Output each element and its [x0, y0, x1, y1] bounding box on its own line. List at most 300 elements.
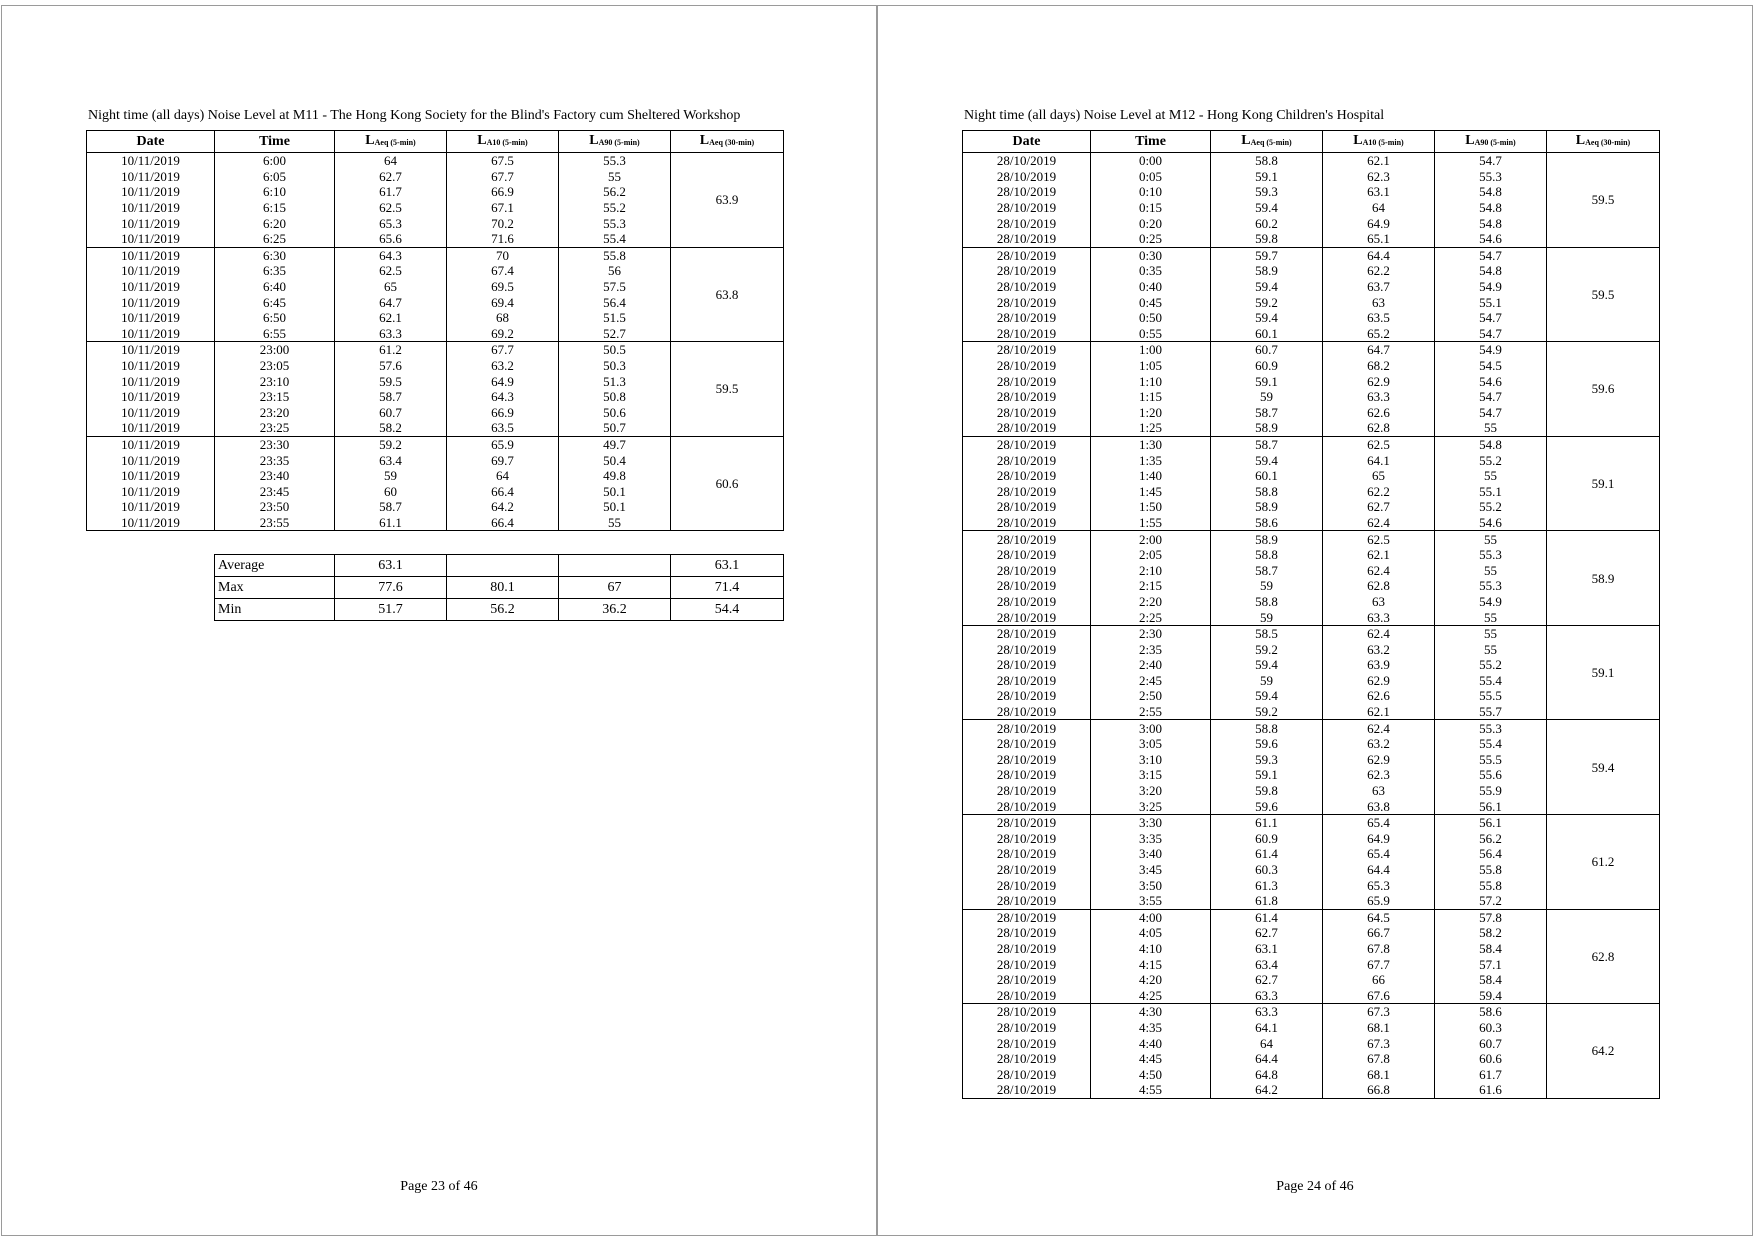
date-cell: 28/10/2019 — [963, 326, 1091, 342]
time-cell: 2:00 — [1091, 531, 1211, 547]
laeq-5min-cell: 58.7 — [1211, 562, 1323, 578]
header-subscript: A90 (5-min) — [598, 138, 640, 147]
date-cell: 10/11/2019 — [87, 263, 215, 279]
la10-5min-cell: 66.8 — [1323, 1082, 1435, 1098]
time-cell: 2:05 — [1091, 547, 1211, 563]
date-cell: 28/10/2019 — [963, 358, 1091, 374]
la90-5min-cell: 56.4 — [1435, 846, 1547, 862]
laeq-5min-cell: 59.2 — [1211, 704, 1323, 720]
la90-5min-cell: 54.7 — [1435, 389, 1547, 405]
laeq-5min-cell: 61.8 — [1211, 893, 1323, 909]
time-cell: 1:05 — [1091, 358, 1211, 374]
time-cell: 1:00 — [1091, 342, 1211, 358]
summary-value: 63.1 — [671, 555, 784, 577]
la10-5min-cell: 65 — [1323, 468, 1435, 484]
laeq-5min-cell: 58.9 — [1211, 420, 1323, 436]
laeq-5min-cell: 59 — [335, 468, 447, 484]
la90-5min-cell: 55.2 — [1435, 499, 1547, 515]
date-cell: 28/10/2019 — [963, 1035, 1091, 1051]
time-cell: 3:00 — [1091, 720, 1211, 736]
la90-5min-cell: 58.6 — [1435, 1004, 1547, 1020]
la10-5min-cell: 63.5 — [447, 420, 559, 436]
laeq-5min-cell: 59.4 — [1211, 200, 1323, 216]
time-cell: 3:20 — [1091, 783, 1211, 799]
la10-5min-cell: 62.5 — [1323, 531, 1435, 547]
time-cell: 23:30 — [215, 436, 335, 452]
table-row — [963, 153, 1660, 169]
la90-5min-cell: 50.3 — [559, 358, 671, 374]
laeq-5min-cell: 59.4 — [1211, 688, 1323, 704]
time-cell: 4:25 — [1091, 987, 1211, 1003]
laeq-5min-cell: 65 — [335, 279, 447, 295]
la10-5min-cell: 66 — [1323, 972, 1435, 988]
la10-5min-cell: 62.6 — [1323, 688, 1435, 704]
date-cell: 28/10/2019 — [963, 1004, 1091, 1020]
header-label: L — [589, 133, 599, 148]
laeq-5min-cell: 61.1 — [335, 515, 447, 531]
date-cell: 28/10/2019 — [963, 720, 1091, 736]
time-cell: 3:05 — [1091, 736, 1211, 752]
date-cell: 10/11/2019 — [87, 184, 215, 200]
la10-5min-cell: 64.9 — [1323, 215, 1435, 231]
date-cell: 28/10/2019 — [963, 736, 1091, 752]
la90-5min-cell: 54.9 — [1435, 594, 1547, 610]
laeq-5min-cell: 58.7 — [335, 499, 447, 515]
report-page-left — [1, 5, 877, 1236]
la10-5min-cell: 62.8 — [1323, 578, 1435, 594]
date-cell: 28/10/2019 — [963, 641, 1091, 657]
laeq-5min-cell: 58.7 — [1211, 436, 1323, 452]
time-cell: 3:55 — [1091, 893, 1211, 909]
la90-5min-cell: 60.6 — [1435, 1051, 1547, 1067]
header-label: Date — [136, 134, 165, 149]
la90-5min-cell: 56.2 — [559, 184, 671, 200]
laeq-5min-cell: 60.2 — [1211, 215, 1323, 231]
la90-5min-cell: 56.1 — [1435, 814, 1547, 830]
la10-5min-cell: 64.9 — [447, 373, 559, 389]
laeq-5min-cell: 59.4 — [1211, 279, 1323, 295]
column-header — [215, 131, 335, 153]
time-cell: 4:20 — [1091, 972, 1211, 988]
time-cell: 3:30 — [1091, 814, 1211, 830]
laeq-5min-cell: 63.3 — [1211, 1004, 1323, 1020]
time-cell: 0:20 — [1091, 215, 1211, 231]
date-cell: 28/10/2019 — [963, 956, 1091, 972]
la10-5min-cell: 68.2 — [1323, 358, 1435, 374]
laeq-5min-cell: 58.7 — [1211, 405, 1323, 421]
laeq-30min-cell: 61.2 — [1547, 814, 1660, 909]
la10-5min-cell: 67.7 — [447, 342, 559, 358]
page-number: Page 24 of 46 — [1276, 1179, 1354, 1194]
date-cell: 28/10/2019 — [963, 1082, 1091, 1098]
la90-5min-cell: 54.9 — [1435, 342, 1547, 358]
la90-5min-cell: 49.8 — [559, 468, 671, 484]
header-subscript: A90 (5-min) — [1474, 138, 1516, 147]
date-cell: 28/10/2019 — [963, 893, 1091, 909]
la90-5min-cell: 55.4 — [559, 231, 671, 247]
la90-5min-cell: 55.2 — [1435, 657, 1547, 673]
la10-5min-cell: 62.6 — [1323, 405, 1435, 421]
date-cell: 28/10/2019 — [963, 972, 1091, 988]
la90-5min-cell: 55.7 — [1435, 704, 1547, 720]
time-cell: 0:00 — [1091, 153, 1211, 169]
table-row — [963, 247, 1660, 263]
date-cell: 28/10/2019 — [963, 594, 1091, 610]
la90-5min-cell: 54.8 — [1435, 215, 1547, 231]
table-row — [963, 1004, 1660, 1020]
summary-value: 54.4 — [671, 599, 784, 621]
laeq-5min-cell: 59.1 — [1211, 169, 1323, 185]
laeq-5min-cell: 60.3 — [1211, 862, 1323, 878]
date-cell: 28/10/2019 — [963, 294, 1091, 310]
la90-5min-cell: 58.4 — [1435, 972, 1547, 988]
la90-5min-cell: 50.8 — [559, 389, 671, 405]
la10-5min-cell: 63 — [1323, 783, 1435, 799]
time-cell: 4:45 — [1091, 1051, 1211, 1067]
time-cell: 6:25 — [215, 231, 335, 247]
la10-5min-cell: 62.3 — [1323, 767, 1435, 783]
date-cell: 28/10/2019 — [963, 1066, 1091, 1082]
la10-5min-cell: 68 — [447, 310, 559, 326]
la90-5min-cell: 55.5 — [1435, 688, 1547, 704]
la10-5min-cell: 64.3 — [447, 389, 559, 405]
la90-5min-cell: 54.7 — [1435, 153, 1547, 169]
time-cell: 2:55 — [1091, 704, 1211, 720]
laeq-5min-cell: 64.3 — [335, 247, 447, 263]
date-cell: 28/10/2019 — [963, 862, 1091, 878]
la10-5min-cell: 62.9 — [1323, 752, 1435, 768]
la90-5min-cell: 55 — [1435, 609, 1547, 625]
time-cell: 0:40 — [1091, 279, 1211, 295]
date-cell: 10/11/2019 — [87, 342, 215, 358]
la10-5min-cell: 64 — [447, 468, 559, 484]
column-header — [1547, 131, 1660, 153]
summary-label: Average — [215, 555, 335, 577]
time-cell: 0:25 — [1091, 231, 1211, 247]
la90-5min-cell: 54.6 — [1435, 515, 1547, 531]
laeq-30min-cell: 59.5 — [671, 342, 784, 437]
laeq-30min-cell: 59.4 — [1547, 720, 1660, 815]
la90-5min-cell: 58.2 — [1435, 925, 1547, 941]
laeq-5min-cell: 59.6 — [1211, 736, 1323, 752]
la10-5min-cell: 69.2 — [447, 326, 559, 342]
header-row — [87, 131, 784, 153]
laeq-5min-cell: 59.4 — [1211, 452, 1323, 468]
date-cell: 28/10/2019 — [963, 767, 1091, 783]
laeq-5min-cell: 58.9 — [1211, 531, 1323, 547]
la90-5min-cell: 49.7 — [559, 436, 671, 452]
laeq-5min-cell: 64.1 — [1211, 1020, 1323, 1036]
la90-5min-cell: 50.6 — [559, 405, 671, 421]
laeq-5min-cell: 63.3 — [335, 326, 447, 342]
date-cell: 28/10/2019 — [963, 531, 1091, 547]
date-cell: 28/10/2019 — [963, 704, 1091, 720]
laeq-5min-cell: 59.3 — [1211, 184, 1323, 200]
laeq-5min-cell: 64.8 — [1211, 1066, 1323, 1082]
date-cell: 28/10/2019 — [963, 941, 1091, 957]
header-subscript: Aeq (30-min) — [1585, 138, 1631, 147]
header-label: L — [477, 133, 487, 148]
la90-5min-cell: 54.5 — [1435, 358, 1547, 374]
noise-level-table — [86, 130, 784, 531]
laeq-5min-cell: 59.2 — [1211, 294, 1323, 310]
time-cell: 6:35 — [215, 263, 335, 279]
la10-5min-cell: 63.2 — [447, 358, 559, 374]
laeq-5min-cell: 58.2 — [335, 420, 447, 436]
time-cell: 4:35 — [1091, 1020, 1211, 1036]
la90-5min-cell: 55 — [1435, 531, 1547, 547]
table-row — [963, 625, 1660, 641]
date-cell: 28/10/2019 — [963, 657, 1091, 673]
la10-5min-cell: 63.9 — [1323, 657, 1435, 673]
date-cell: 28/10/2019 — [963, 515, 1091, 531]
date-cell: 28/10/2019 — [963, 231, 1091, 247]
date-cell: 28/10/2019 — [963, 752, 1091, 768]
date-cell: 10/11/2019 — [87, 231, 215, 247]
time-cell: 4:30 — [1091, 1004, 1211, 1020]
laeq-5min-cell: 64 — [335, 153, 447, 169]
la10-5min-cell: 66.7 — [1323, 925, 1435, 941]
column-header — [1211, 131, 1323, 153]
table-row — [963, 814, 1660, 830]
la10-5min-cell: 67.8 — [1323, 941, 1435, 957]
date-cell: 10/11/2019 — [87, 326, 215, 342]
la10-5min-cell: 71.6 — [447, 231, 559, 247]
laeq-5min-cell: 60.9 — [1211, 831, 1323, 847]
laeq-5min-cell: 59.3 — [1211, 752, 1323, 768]
time-cell: 2:10 — [1091, 562, 1211, 578]
time-cell: 23:50 — [215, 499, 335, 515]
la10-5min-cell: 62.2 — [1323, 263, 1435, 279]
la90-5min-cell: 56.1 — [1435, 798, 1547, 814]
la10-5min-cell: 62.1 — [1323, 153, 1435, 169]
la90-5min-cell: 51.5 — [559, 310, 671, 326]
la10-5min-cell: 70.2 — [447, 215, 559, 231]
table-row — [87, 247, 784, 263]
summary-value: 71.4 — [671, 577, 784, 599]
time-cell: 6:10 — [215, 184, 335, 200]
la90-5min-cell: 56.2 — [1435, 831, 1547, 847]
la90-5min-cell: 58.4 — [1435, 941, 1547, 957]
la10-5min-cell: 69.5 — [447, 279, 559, 295]
la10-5min-cell: 64.7 — [1323, 342, 1435, 358]
date-cell: 28/10/2019 — [963, 925, 1091, 941]
table-title: Night time (all days) Noise Level at M12 - Hong Kong Children's Hospital — [964, 108, 1385, 123]
la90-5min-cell: 54.8 — [1435, 436, 1547, 452]
la10-5min-cell: 64.2 — [447, 499, 559, 515]
time-cell: 23:10 — [215, 373, 335, 389]
time-cell: 23:20 — [215, 405, 335, 421]
header-subscript: Aeq (5-min) — [374, 138, 416, 147]
laeq-5min-cell: 62.1 — [335, 310, 447, 326]
time-cell: 23:55 — [215, 515, 335, 531]
date-cell: 28/10/2019 — [963, 468, 1091, 484]
laeq-5min-cell: 59.6 — [1211, 798, 1323, 814]
la90-5min-cell: 57.8 — [1435, 909, 1547, 925]
date-cell: 10/11/2019 — [87, 468, 215, 484]
la10-5min-cell: 65.9 — [1323, 893, 1435, 909]
time-cell: 0:50 — [1091, 310, 1211, 326]
column-header — [335, 131, 447, 153]
la10-5min-cell: 62.1 — [1323, 547, 1435, 563]
laeq-5min-cell: 59.8 — [1211, 231, 1323, 247]
time-cell: 4:15 — [1091, 956, 1211, 972]
laeq-30min-cell: 60.6 — [671, 436, 784, 531]
laeq-5min-cell: 64 — [1211, 1035, 1323, 1051]
date-cell: 10/11/2019 — [87, 515, 215, 531]
laeq-5min-cell: 58.8 — [1211, 153, 1323, 169]
la90-5min-cell: 55.2 — [559, 200, 671, 216]
la90-5min-cell: 57.5 — [559, 279, 671, 295]
time-cell: 6:00 — [215, 153, 335, 169]
time-cell: 6:40 — [215, 279, 335, 295]
laeq-30min-cell: 62.8 — [1547, 909, 1660, 1004]
la90-5min-cell: 55 — [559, 515, 671, 531]
la90-5min-cell: 54.8 — [1435, 263, 1547, 279]
time-cell: 23:40 — [215, 468, 335, 484]
date-cell: 10/11/2019 — [87, 169, 215, 185]
date-cell: 28/10/2019 — [963, 389, 1091, 405]
summary-value: 63.1 — [335, 555, 447, 577]
laeq-5min-cell: 59.5 — [335, 373, 447, 389]
column-header — [671, 131, 784, 153]
laeq-5min-cell: 59.4 — [1211, 657, 1323, 673]
date-cell: 28/10/2019 — [963, 215, 1091, 231]
la10-5min-cell: 62.4 — [1323, 625, 1435, 641]
date-cell: 10/11/2019 — [87, 373, 215, 389]
la90-5min-cell: 54.9 — [1435, 279, 1547, 295]
la90-5min-cell: 54.6 — [1435, 373, 1547, 389]
time-cell: 2:15 — [1091, 578, 1211, 594]
time-cell: 1:20 — [1091, 405, 1211, 421]
time-cell: 0:55 — [1091, 326, 1211, 342]
time-cell: 1:15 — [1091, 389, 1211, 405]
date-cell: 28/10/2019 — [963, 877, 1091, 893]
la90-5min-cell: 55.3 — [1435, 547, 1547, 563]
date-cell: 28/10/2019 — [963, 578, 1091, 594]
header-label: L — [1465, 133, 1475, 148]
date-cell: 28/10/2019 — [963, 798, 1091, 814]
la10-5min-cell: 69.4 — [447, 294, 559, 310]
summary-value: 80.1 — [447, 577, 559, 599]
summary-label: Max — [215, 577, 335, 599]
la90-5min-cell: 55.8 — [559, 247, 671, 263]
header-subscript: A10 (5-min) — [486, 138, 528, 147]
header-label: L — [1575, 133, 1586, 148]
la10-5min-cell: 70 — [447, 247, 559, 263]
la10-5min-cell: 64.5 — [1323, 909, 1435, 925]
column-header — [447, 131, 559, 153]
header-label: L — [1241, 133, 1251, 148]
time-cell: 1:10 — [1091, 373, 1211, 389]
date-cell: 28/10/2019 — [963, 688, 1091, 704]
laeq-5min-cell: 59 — [1211, 578, 1323, 594]
date-cell: 28/10/2019 — [963, 909, 1091, 925]
time-cell: 1:25 — [1091, 420, 1211, 436]
time-cell: 0:05 — [1091, 169, 1211, 185]
date-cell: 28/10/2019 — [963, 783, 1091, 799]
table-row — [963, 720, 1660, 736]
la10-5min-cell: 66.4 — [447, 483, 559, 499]
la10-5min-cell: 65.2 — [1323, 326, 1435, 342]
la90-5min-cell: 52.7 — [559, 326, 671, 342]
date-cell: 28/10/2019 — [963, 436, 1091, 452]
time-cell: 4:55 — [1091, 1082, 1211, 1098]
time-cell: 23:00 — [215, 342, 335, 358]
date-cell: 28/10/2019 — [963, 184, 1091, 200]
time-cell: 23:45 — [215, 483, 335, 499]
la90-5min-cell: 55 — [559, 169, 671, 185]
la90-5min-cell: 54.6 — [1435, 231, 1547, 247]
la90-5min-cell: 51.3 — [559, 373, 671, 389]
time-cell: 4:00 — [1091, 909, 1211, 925]
la10-5min-cell: 66.4 — [447, 515, 559, 531]
date-cell: 10/11/2019 — [87, 499, 215, 515]
la10-5min-cell: 67.8 — [1323, 1051, 1435, 1067]
la10-5min-cell: 67.5 — [447, 153, 559, 169]
la10-5min-cell: 64 — [1323, 200, 1435, 216]
laeq-5min-cell: 58.8 — [1211, 720, 1323, 736]
laeq-5min-cell: 61.4 — [1211, 909, 1323, 925]
la90-5min-cell: 56 — [559, 263, 671, 279]
date-cell: 10/11/2019 — [87, 452, 215, 468]
la10-5min-cell: 63.8 — [1323, 798, 1435, 814]
la10-5min-cell: 65.4 — [1323, 846, 1435, 862]
la90-5min-cell: 55.8 — [1435, 877, 1547, 893]
time-cell: 23:25 — [215, 420, 335, 436]
la90-5min-cell: 54.7 — [1435, 326, 1547, 342]
la90-5min-cell: 55 — [1435, 641, 1547, 657]
la10-5min-cell: 63 — [1323, 294, 1435, 310]
time-cell: 4:40 — [1091, 1035, 1211, 1051]
la10-5min-cell: 62.4 — [1323, 562, 1435, 578]
time-cell: 2:20 — [1091, 594, 1211, 610]
summary-value — [559, 555, 671, 577]
date-cell: 10/11/2019 — [87, 358, 215, 374]
laeq-5min-cell: 58.5 — [1211, 625, 1323, 641]
time-cell: 3:15 — [1091, 767, 1211, 783]
la90-5min-cell: 50.4 — [559, 452, 671, 468]
la90-5min-cell: 59.4 — [1435, 987, 1547, 1003]
la10-5min-cell: 67.7 — [1323, 956, 1435, 972]
la90-5min-cell: 54.8 — [1435, 184, 1547, 200]
date-cell: 10/11/2019 — [87, 153, 215, 169]
table-row — [963, 531, 1660, 547]
la90-5min-cell: 54.8 — [1435, 200, 1547, 216]
la10-5min-cell: 62.1 — [1323, 704, 1435, 720]
laeq-5min-cell: 64.2 — [1211, 1082, 1323, 1098]
date-cell: 10/11/2019 — [87, 405, 215, 421]
laeq-5min-cell: 59.2 — [1211, 641, 1323, 657]
laeq-5min-cell: 60 — [335, 483, 447, 499]
la90-5min-cell: 55 — [1435, 468, 1547, 484]
la10-5min-cell: 67.3 — [1323, 1004, 1435, 1020]
laeq-5min-cell: 58.6 — [1211, 515, 1323, 531]
la90-5min-cell: 61.6 — [1435, 1082, 1547, 1098]
noise-level-table — [962, 130, 1660, 1099]
la90-5min-cell: 55 — [1435, 625, 1547, 641]
la10-5min-cell: 62.8 — [1323, 420, 1435, 436]
time-cell: 4:50 — [1091, 1066, 1211, 1082]
la90-5min-cell: 55.4 — [1435, 673, 1547, 689]
la90-5min-cell: 55.5 — [1435, 752, 1547, 768]
date-cell: 10/11/2019 — [87, 420, 215, 436]
la10-5min-cell: 63.3 — [1323, 609, 1435, 625]
laeq-5min-cell: 62.7 — [1211, 972, 1323, 988]
la90-5min-cell: 55.2 — [1435, 452, 1547, 468]
laeq-5min-cell: 61.1 — [1211, 814, 1323, 830]
table-row — [87, 153, 784, 169]
